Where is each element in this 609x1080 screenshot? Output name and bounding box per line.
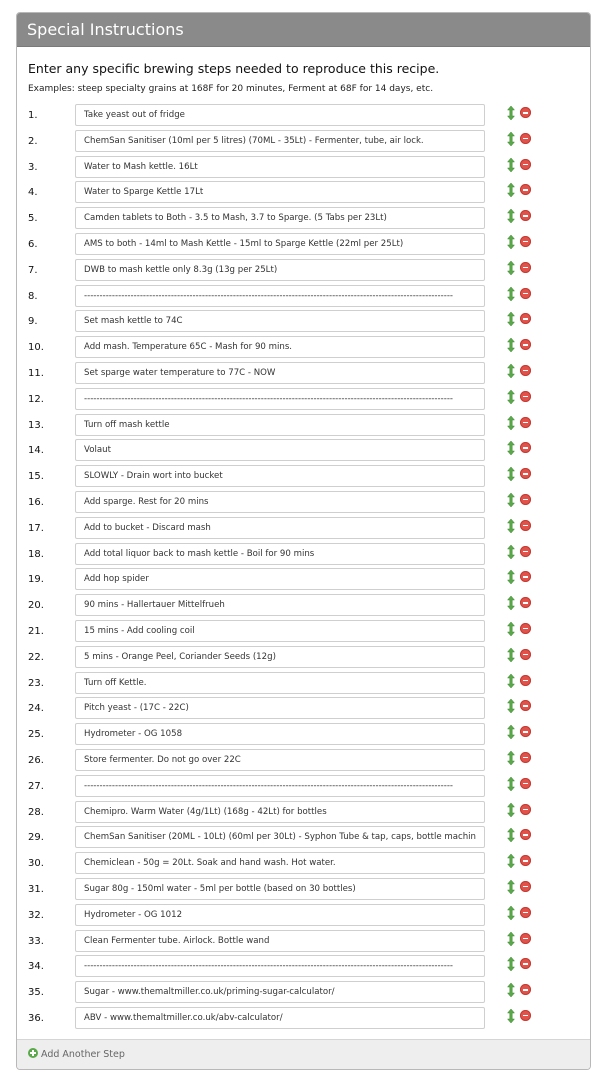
step-input[interactable] <box>75 336 485 358</box>
remove-circle-icon[interactable] <box>520 700 531 711</box>
step-row <box>17 207 590 233</box>
step-input[interactable] <box>75 543 485 565</box>
step-row <box>17 336 590 362</box>
add-circle-icon <box>28 1048 38 1058</box>
remove-circle-icon[interactable] <box>520 623 531 634</box>
step-input[interactable] <box>75 955 485 977</box>
step-number: 4. <box>28 187 38 199</box>
move-arrows-icon[interactable] <box>507 519 515 533</box>
remove-circle-icon[interactable] <box>520 236 531 247</box>
move-arrows-icon[interactable] <box>507 338 515 352</box>
step-number: 3. <box>28 161 38 173</box>
move-arrows-icon[interactable] <box>507 209 515 223</box>
step-row <box>17 517 590 543</box>
move-arrows-icon[interactable] <box>507 854 515 868</box>
move-arrows-icon[interactable] <box>507 416 515 430</box>
step-input[interactable] <box>75 362 485 384</box>
step-input[interactable] <box>75 930 485 952</box>
move-arrows-icon[interactable] <box>507 622 515 636</box>
step-input[interactable] <box>75 285 485 307</box>
step-input[interactable] <box>75 852 485 874</box>
step-row <box>17 130 590 156</box>
move-arrows-icon[interactable] <box>507 957 515 971</box>
step-row <box>17 439 590 465</box>
move-arrows-icon[interactable] <box>507 235 515 249</box>
step-row <box>17 620 590 646</box>
move-arrows-icon[interactable] <box>507 441 515 455</box>
move-arrows-icon[interactable] <box>507 183 515 197</box>
step-row <box>17 465 590 491</box>
remove-circle-icon[interactable] <box>520 494 531 505</box>
remove-circle-icon[interactable] <box>520 675 531 686</box>
move-arrows-icon[interactable] <box>507 493 515 507</box>
step-input[interactable] <box>75 233 485 255</box>
move-arrows-icon[interactable] <box>507 725 515 739</box>
step-number: 34. <box>28 961 44 973</box>
step-row <box>17 414 590 440</box>
remove-circle-icon[interactable] <box>520 726 531 737</box>
remove-circle-icon[interactable] <box>520 597 531 608</box>
step-number: 32. <box>28 909 44 921</box>
step-number: 5. <box>28 213 38 225</box>
step-row <box>17 801 590 827</box>
step-input[interactable] <box>75 594 485 616</box>
remove-circle-icon[interactable] <box>520 933 531 944</box>
step-row <box>17 543 590 569</box>
remove-circle-icon[interactable] <box>520 159 531 170</box>
move-arrows-icon[interactable] <box>507 467 515 481</box>
step-number: 33. <box>28 935 44 947</box>
panel-footer <box>17 1039 590 1069</box>
step-input[interactable] <box>75 749 485 771</box>
remove-circle-icon[interactable] <box>520 520 531 531</box>
step-number: 25. <box>28 729 44 741</box>
step-input[interactable] <box>75 414 485 436</box>
step-number: 18. <box>28 548 44 560</box>
remove-circle-icon[interactable] <box>520 778 531 789</box>
move-arrows-icon[interactable] <box>507 287 515 301</box>
remove-circle-icon[interactable] <box>520 984 531 995</box>
step-row <box>17 491 590 517</box>
step-number: 35. <box>28 987 44 999</box>
move-arrows-icon[interactable] <box>507 364 515 378</box>
remove-circle-icon[interactable] <box>520 184 531 195</box>
step-input[interactable] <box>75 517 485 539</box>
remove-circle-icon[interactable] <box>520 907 531 918</box>
move-arrows-icon[interactable] <box>507 648 515 662</box>
remove-circle-icon[interactable] <box>520 752 531 763</box>
steps-list <box>17 104 590 1033</box>
step-number: 36. <box>28 1012 44 1024</box>
remove-circle-icon[interactable] <box>520 855 531 866</box>
move-arrows-icon[interactable] <box>507 777 515 791</box>
panel-title: Special Instructions <box>17 13 590 47</box>
step-row <box>17 672 590 698</box>
step-number: 10. <box>28 342 44 354</box>
move-arrows-icon[interactable] <box>507 596 515 610</box>
remove-circle-icon[interactable] <box>520 546 531 557</box>
remove-circle-icon[interactable] <box>520 1010 531 1021</box>
remove-circle-icon[interactable] <box>520 571 531 582</box>
step-number: 21. <box>28 625 44 637</box>
step-number: 26. <box>28 754 44 766</box>
step-input[interactable] <box>75 801 485 823</box>
move-arrows-icon[interactable] <box>507 932 515 946</box>
remove-circle-icon[interactable] <box>520 829 531 840</box>
step-number: 20. <box>28 600 44 612</box>
remove-circle-icon[interactable] <box>520 804 531 815</box>
move-arrows-icon[interactable] <box>507 880 515 894</box>
move-arrows-icon[interactable] <box>507 261 515 275</box>
step-number: 13. <box>28 419 44 431</box>
step-input[interactable] <box>75 465 485 487</box>
move-arrows-icon[interactable] <box>507 132 515 146</box>
step-row <box>17 156 590 182</box>
step-row <box>17 852 590 878</box>
step-input[interactable] <box>75 697 485 719</box>
step-row <box>17 646 590 672</box>
step-number: 31. <box>28 883 44 895</box>
step-row <box>17 955 590 981</box>
step-row <box>17 259 590 285</box>
step-input[interactable] <box>75 1007 485 1029</box>
step-row <box>17 775 590 801</box>
move-arrows-icon[interactable] <box>507 906 515 920</box>
step-row <box>17 826 590 852</box>
remove-circle-icon[interactable] <box>520 468 531 479</box>
step-input[interactable] <box>75 723 485 745</box>
special-instructions-panel <box>16 12 591 1070</box>
remove-circle-icon[interactable] <box>520 417 531 428</box>
step-input[interactable] <box>75 568 485 590</box>
step-number: 2. <box>28 135 38 147</box>
step-input[interactable] <box>75 259 485 281</box>
step-input[interactable] <box>75 775 485 797</box>
step-row <box>17 930 590 956</box>
step-row <box>17 981 590 1007</box>
step-row <box>17 104 590 130</box>
intro-text: Enter any specific brewing steps needed to reproduce this recipe. <box>28 61 440 76</box>
step-number: 1. <box>28 110 38 121</box>
remove-circle-icon[interactable] <box>520 881 531 892</box>
step-number: 7. <box>28 264 38 276</box>
step-input[interactable] <box>75 826 485 848</box>
step-number: 30. <box>28 858 44 870</box>
step-input[interactable] <box>75 104 485 126</box>
move-arrows-icon[interactable] <box>507 828 515 842</box>
step-number: 9. <box>28 316 38 328</box>
move-arrows-icon[interactable] <box>507 312 515 326</box>
step-input[interactable] <box>75 904 485 926</box>
step-row <box>17 233 590 259</box>
step-input[interactable] <box>75 439 485 461</box>
step-input[interactable] <box>75 672 485 694</box>
move-arrows-icon[interactable] <box>507 570 515 584</box>
move-arrows-icon[interactable] <box>507 106 515 120</box>
move-arrows-icon[interactable] <box>507 699 515 713</box>
step-number: 17. <box>28 522 44 534</box>
step-input[interactable] <box>75 878 485 900</box>
step-row <box>17 594 590 620</box>
move-arrows-icon[interactable] <box>507 545 515 559</box>
step-input[interactable] <box>75 620 485 642</box>
step-row <box>17 388 590 414</box>
step-number: 6. <box>28 238 38 250</box>
step-row <box>17 310 590 336</box>
step-input[interactable] <box>75 130 485 152</box>
add-step-button[interactable] <box>28 1048 125 1060</box>
step-input[interactable] <box>75 981 485 1003</box>
move-arrows-icon[interactable] <box>507 158 515 172</box>
move-arrows-icon[interactable] <box>507 390 515 404</box>
move-arrows-icon[interactable] <box>507 751 515 765</box>
step-number: 12. <box>28 393 44 405</box>
move-arrows-icon[interactable] <box>507 803 515 817</box>
step-number: 29. <box>28 832 44 844</box>
step-row <box>17 362 590 388</box>
step-number: 14. <box>28 445 44 457</box>
step-input[interactable] <box>75 156 485 178</box>
move-arrows-icon[interactable] <box>507 674 515 688</box>
step-row <box>17 878 590 904</box>
remove-circle-icon[interactable] <box>520 262 531 273</box>
step-input[interactable] <box>75 491 485 513</box>
step-number: 11. <box>28 367 44 379</box>
step-row <box>17 1007 590 1033</box>
remove-circle-icon[interactable] <box>520 649 531 660</box>
step-number: 19. <box>28 574 44 586</box>
remove-circle-icon[interactable] <box>520 210 531 221</box>
remove-circle-icon[interactable] <box>520 313 531 324</box>
step-input[interactable] <box>75 310 485 332</box>
step-number: 8. <box>28 290 38 302</box>
step-row <box>17 568 590 594</box>
step-number: 22. <box>28 651 44 663</box>
remove-circle-icon[interactable] <box>520 391 531 402</box>
step-row <box>17 181 590 207</box>
remove-circle-icon[interactable] <box>520 133 531 144</box>
step-number: 27. <box>28 780 44 792</box>
remove-circle-icon[interactable] <box>520 365 531 376</box>
step-number: 16. <box>28 496 44 508</box>
step-number: 23. <box>28 677 44 689</box>
step-input[interactable] <box>75 646 485 668</box>
move-arrows-icon[interactable] <box>507 1009 515 1023</box>
step-number: 15. <box>28 471 44 483</box>
step-row <box>17 697 590 723</box>
remove-circle-icon[interactable] <box>520 288 531 299</box>
remove-circle-icon[interactable] <box>520 339 531 350</box>
remove-circle-icon[interactable] <box>520 958 531 969</box>
remove-circle-icon[interactable] <box>520 107 531 118</box>
step-row <box>17 904 590 930</box>
move-arrows-icon[interactable] <box>507 983 515 997</box>
step-input[interactable] <box>75 388 485 410</box>
step-input[interactable] <box>75 207 485 229</box>
examples-text: Examples: steep specialty grains at 168F for 20 minutes, Ferment at 68F for 14 days, etc. <box>28 84 434 94</box>
step-number: 24. <box>28 703 44 715</box>
step-row <box>17 749 590 775</box>
step-row <box>17 723 590 749</box>
remove-circle-icon[interactable] <box>520 442 531 453</box>
add-step-label: Add Another Step <box>41 1049 125 1060</box>
step-row <box>17 285 590 311</box>
step-input[interactable] <box>75 181 485 203</box>
step-number: 28. <box>28 806 44 818</box>
